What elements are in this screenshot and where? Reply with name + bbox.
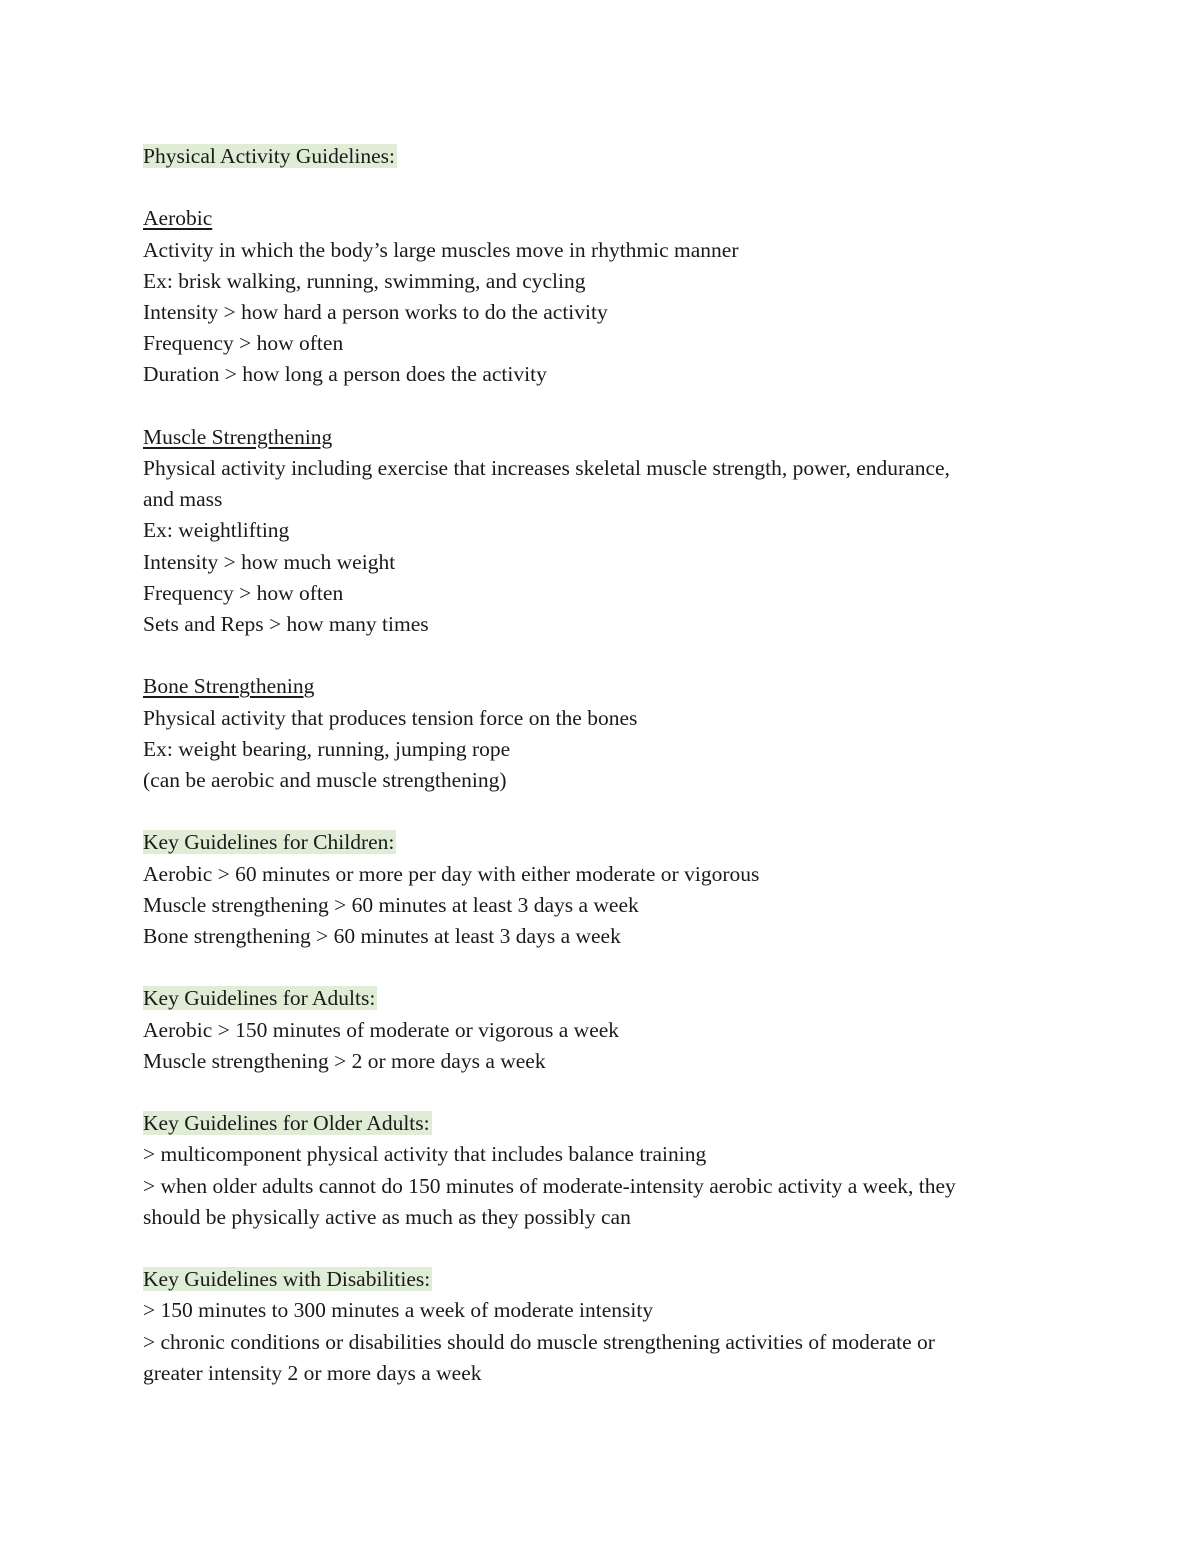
children-heading: Key Guidelines for Children:	[143, 830, 395, 855]
spacer	[143, 640, 1043, 671]
bone-line: (can be aerobic and muscle strengthening)	[143, 768, 507, 793]
muscle-line: Ex: weightlifting	[143, 518, 290, 543]
older-line: > multicomponent physical activity that includes balance training	[143, 1142, 707, 1167]
spacer	[143, 172, 1043, 203]
aerobic-line: Duration > how long a person does the activity	[143, 362, 547, 387]
disabilities-line: > 150 minutes to 300 minutes a week of moderate intensity	[143, 1298, 654, 1323]
disabilities-heading: Key Guidelines with Disabilities:	[143, 1267, 431, 1292]
bone-heading: Bone Strengthening	[143, 674, 315, 699]
muscle-line: Sets and Reps > how many times	[143, 612, 429, 637]
spacer	[143, 1077, 1043, 1108]
older-line: > when older adults cannot do 150 minutes of moderate-intensity aerobic activity a week, they	[143, 1173, 956, 1198]
children-line: Aerobic > 60 minutes or more per day with either moderate or vigorous	[143, 861, 760, 886]
spacer	[143, 796, 1043, 827]
aerobic-heading: Aerobic	[143, 206, 213, 231]
bone-line: Ex: weight bearing, running, jumping rope	[143, 736, 511, 761]
aerobic-line: Ex: brisk walking, running, swimming, and cycling	[143, 268, 586, 293]
spacer	[143, 391, 1043, 422]
aerobic-line: Intensity > how hard a person works to do the activity	[143, 300, 608, 324]
doc-title: Physical Activity Guidelines:	[143, 144, 396, 168]
adults-heading: Key Guidelines for Adults:	[143, 986, 376, 1011]
muscle-line: Frequency > how often	[143, 580, 344, 605]
muscle-line: Physical activity including exercise that increases skeletal muscle strength, power, endurance,	[143, 456, 950, 480]
older-line: should be physically active as much as they possibly can	[143, 1204, 631, 1229]
bone-line: Physical activity that produces tension force on the bones	[143, 705, 638, 730]
doc-title-line	[143, 141, 1043, 172]
aerobic-line: Activity in which the body’s large muscles move in rhythmic manner	[143, 237, 739, 262]
muscle-heading-line	[143, 422, 1043, 453]
muscle-heading: Muscle Strengthening	[143, 424, 333, 449]
aerobic-line: Frequency > how often	[143, 331, 344, 356]
older-heading-line	[143, 1108, 1043, 1139]
muscle-line: and mass	[143, 487, 223, 512]
spacer	[143, 1233, 1043, 1264]
children-line: Bone strengthening > 60 minutes at least 3 days a week	[143, 924, 621, 949]
adults-line: Aerobic > 150 minutes of moderate or vigorous a week	[143, 1017, 620, 1042]
disabilities-line: greater intensity 2 or more days a week	[143, 1360, 482, 1385]
bone-heading-line	[143, 671, 1043, 702]
document-page	[143, 141, 1043, 1389]
aerobic-heading-line	[143, 203, 1043, 234]
spacer	[143, 952, 1043, 983]
children-heading-line	[143, 827, 1043, 858]
adults-heading-line	[143, 983, 1043, 1014]
disabilities-heading-line	[143, 1264, 1043, 1295]
older-heading: Key Guidelines for Older Adults:	[143, 1111, 430, 1136]
children-line: Muscle strengthening > 60 minutes at least 3 days a week	[143, 892, 639, 917]
adults-line: Muscle strengthening > 2 or more days a week	[143, 1048, 546, 1073]
disabilities-line: > chronic conditions or disabilities should do muscle strengthening activities of moderate or	[143, 1329, 935, 1354]
muscle-line: Intensity > how much weight	[143, 549, 396, 574]
